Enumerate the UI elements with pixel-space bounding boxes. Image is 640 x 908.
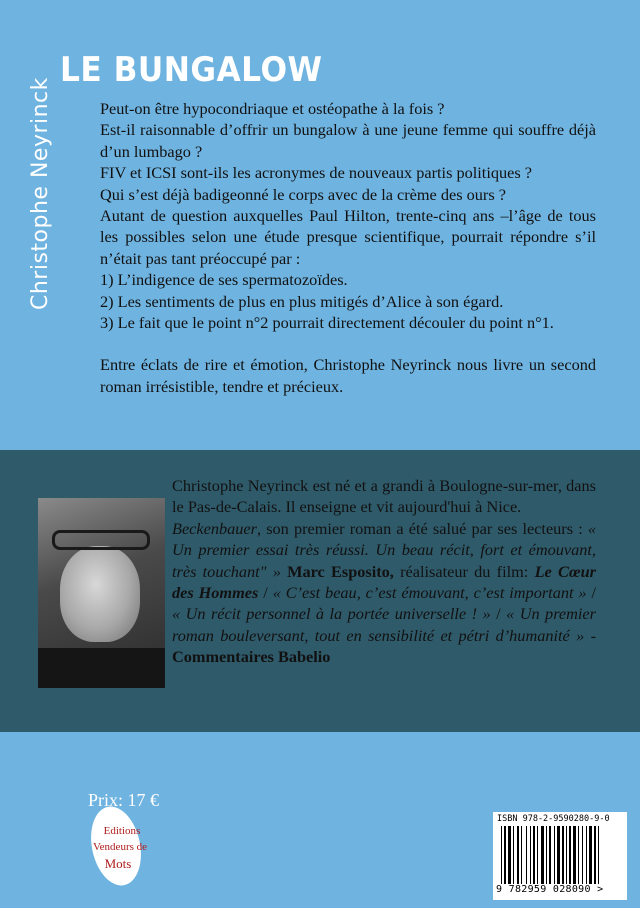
publisher-logo-line: Vendeurs de [92,841,148,853]
bio-intro: Christophe Neyrinck est né et a grandi à Boulogne-sur-mer, dans le Pas-de-Calais. Il enseigne et vit aujourd'hui à Nice. [172,476,596,517]
publisher-logo-line: Mots [104,856,132,871]
blurb-line: FIV et ICSI sont-ils les acronymes de nouveaux partis politiques ? [100,163,532,183]
barcode-bars [499,826,621,884]
review-source: Commentaires Babelio [172,647,331,667]
barcode-digits: 9 782959 028090 > [496,884,604,895]
author-name-vertical: Christophe Neyrinck [28,77,53,310]
review-quote: « Un premier roman bouleversant, tout en sensibilité et pétri d’humanité » [172,604,596,645]
back-cover-blurb [100,98,596,397]
publisher-logo-line: Editions [103,825,141,837]
blurb-line: 3) Le fait que le point n°2 pourrait directement découler du point n°1. [100,313,554,333]
blurb-line: 2) Les sentiments de plus en plus mitigés d’Alice à son égard. [100,291,504,311]
publisher-logo [76,800,168,892]
review-quote: « C’est beau, c’est émouvant, c’est important » [272,583,587,603]
bio-book-title: Beckenbauer [172,518,257,538]
film-title: Le Cœur des Hommes [172,561,596,603]
isbn-label: ISBN 978-2-9590280-9-0 [497,814,610,824]
price-label: Prix: 17 € [88,790,160,810]
blurb-line: Peut-on être hypocondriaque et ostéopathe à la fois ? [100,99,445,118]
blurb-closing: Entre éclats de rire et émotion, Christophe Neyrinck nous livre un second roman irrésistible, tendre et précieux. [100,355,596,396]
review-source: Marc Esposito, [280,561,394,581]
blurb-line: Autant de question auxquelles Paul Hilton, trente-cinq ans –l’âge de tous les possibles selon une étude presque scientifique, pourrait répondre s’il n’était pas tant préoccupé par : [100,206,596,268]
author-photo [38,498,165,688]
review-quote: « Un premier essai très réussi. Un beau récit, fort et émouvant, très touchant" » [172,518,596,581]
bio-reviews: Beckenbauer, son premier roman a été salué par ses lecteurs : « Un premier essai très réussi. Un beau récit, fort et émouvant, très touchant" » Marc Esposito, réalisateur du film: Le Cœur des Hommes / « C’est beau, c’est émouvant, c’est important » / « Un récit personnel à la portée universelle ! » / « Un premier roman bouleversant, tout en sensibilité et pétri d’humanité » - Commentaires Babelio [172,518,597,667]
author-bio [172,475,596,668]
book-title: LE BUNGALOW [60,50,323,90]
review-quote: « Un récit personnel à la portée universelle ! » [172,604,491,624]
blurb-line: 1) L’indigence de ses spermatozoïdes. [100,270,348,290]
blurb-line: Qui s’est déjà badigeonné le corps avec de la crème des ours ? [100,184,506,204]
blurb-line: Est-il raisonnable d’offrir un bungalow à une jeune femme qui souffre déjà d’un lumbago ? [100,120,596,161]
barcode [493,812,627,900]
